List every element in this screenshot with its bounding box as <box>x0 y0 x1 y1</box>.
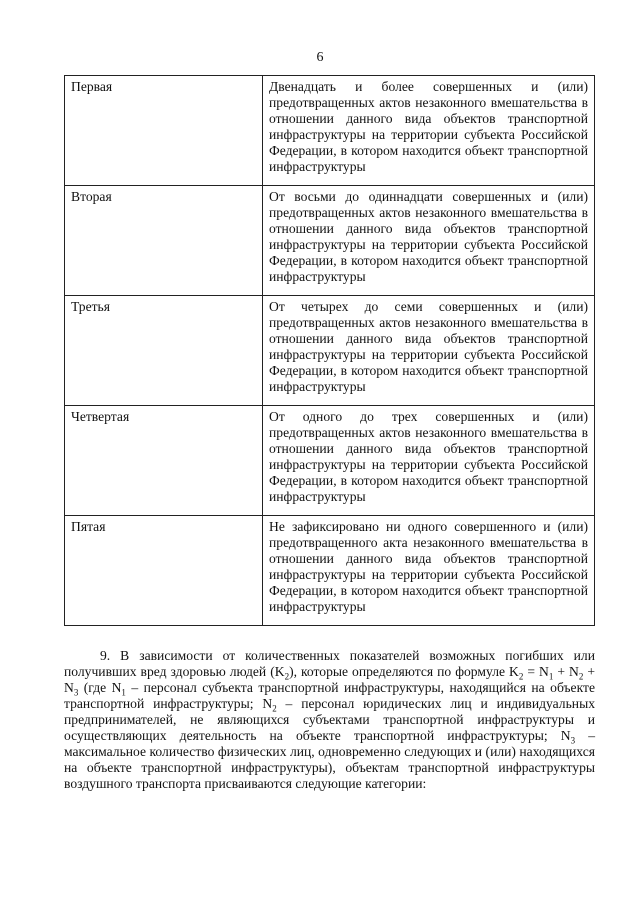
category-name: Третья <box>65 296 263 406</box>
subscript: 1 <box>548 671 554 682</box>
page-number: 6 <box>316 50 324 65</box>
paragraph-text: ), которые определяются по формуле K <box>289 664 519 679</box>
subscript: 2 <box>272 703 277 714</box>
subscript: 1 <box>121 687 126 698</box>
category-name: Вторая <box>65 186 263 296</box>
paragraph-text: – максимальное количество физических лиц, одновременно следующих и (или) находящихся на объекте транспортной инфраструктуры), объектам транспортной инфраструктуры воздушного транспорта присваиваются следующие категории: <box>64 728 595 791</box>
paragraph-text: + N <box>553 664 579 679</box>
category-description: От четырех до семи совершенных и (или) предотвращенных актов незаконного вмешательства в отношении данного вида объектов транспортной инфраструктуры на территории субъекта Российской Федерации, в котором находится объект транспортной инфраструктуры <box>263 296 595 406</box>
paragraph-text: (где N <box>78 680 122 695</box>
category-name: Пятая <box>65 516 263 626</box>
category-description: От восьми до одиннадцати совершенных и (или) предотвращенных актов незаконного вмешательства в отношении данного вида объектов транспортной инфраструктуры на территории субъекта Российской Федерации, в котором находится объект транспортной инфраструктуры <box>263 186 595 296</box>
paragraph-text: 9. В зависимости от количественных показателей возможных погибших или получивших вред здоровью людей (K <box>64 648 595 679</box>
paragraph-text: – персонал субъекта транспортной инфраструктуры, находящийся на объекте транспортной инфраструктуры; N <box>64 680 595 711</box>
paragraph-text: – персонал юридических лиц и индивидуальных предпринимателей, не являющихся субъектами транспортной инфраструктуры и осуществляющих деятельность на объекте транспортной инфраструктуры; N <box>64 696 595 743</box>
table-row <box>65 516 595 626</box>
table-row <box>65 296 595 406</box>
category-name: Первая <box>65 76 263 186</box>
table-row <box>65 186 595 296</box>
subscript: 2 <box>578 671 584 682</box>
category-description: Не зафиксировано ни одного совершенного и (или) предотвращенного акта незаконного вмешательства в отношении данного вида объектов транспортной инфраструктуры на территории субъекта Российской Федерации, в котором находится объект транспортной инфраструктуры <box>263 516 595 626</box>
category-description: Двенадцать и более совершенных и (или) предотвращенных актов незаконного вмешательства в отношении данного вида объектов транспортной инфраструктуры на территории субъекта Российской Федерации, в котором находится объект транспортной инфраструктуры <box>263 76 595 186</box>
category-name: Четвертая <box>65 406 263 516</box>
paragraph-text: + N <box>64 664 595 695</box>
paragraph-text: = N <box>523 664 549 679</box>
table-row <box>65 76 595 186</box>
categories-table <box>64 75 595 626</box>
paragraph-9 <box>64 648 595 792</box>
category-description: От одного до трех совершенных и (или) предотвращенных актов незаконного вмешательства в отношении данного вида объектов транспортной инфраструктуры на территории субъекта Российской Федерации, в котором находится объект транспортной инфраструктуры <box>263 406 595 516</box>
subscript: 3 <box>73 687 79 698</box>
subscript: 2 <box>518 671 524 682</box>
subscript: 2 <box>284 671 290 682</box>
subscript: 3 <box>570 735 576 746</box>
table-row <box>65 406 595 516</box>
